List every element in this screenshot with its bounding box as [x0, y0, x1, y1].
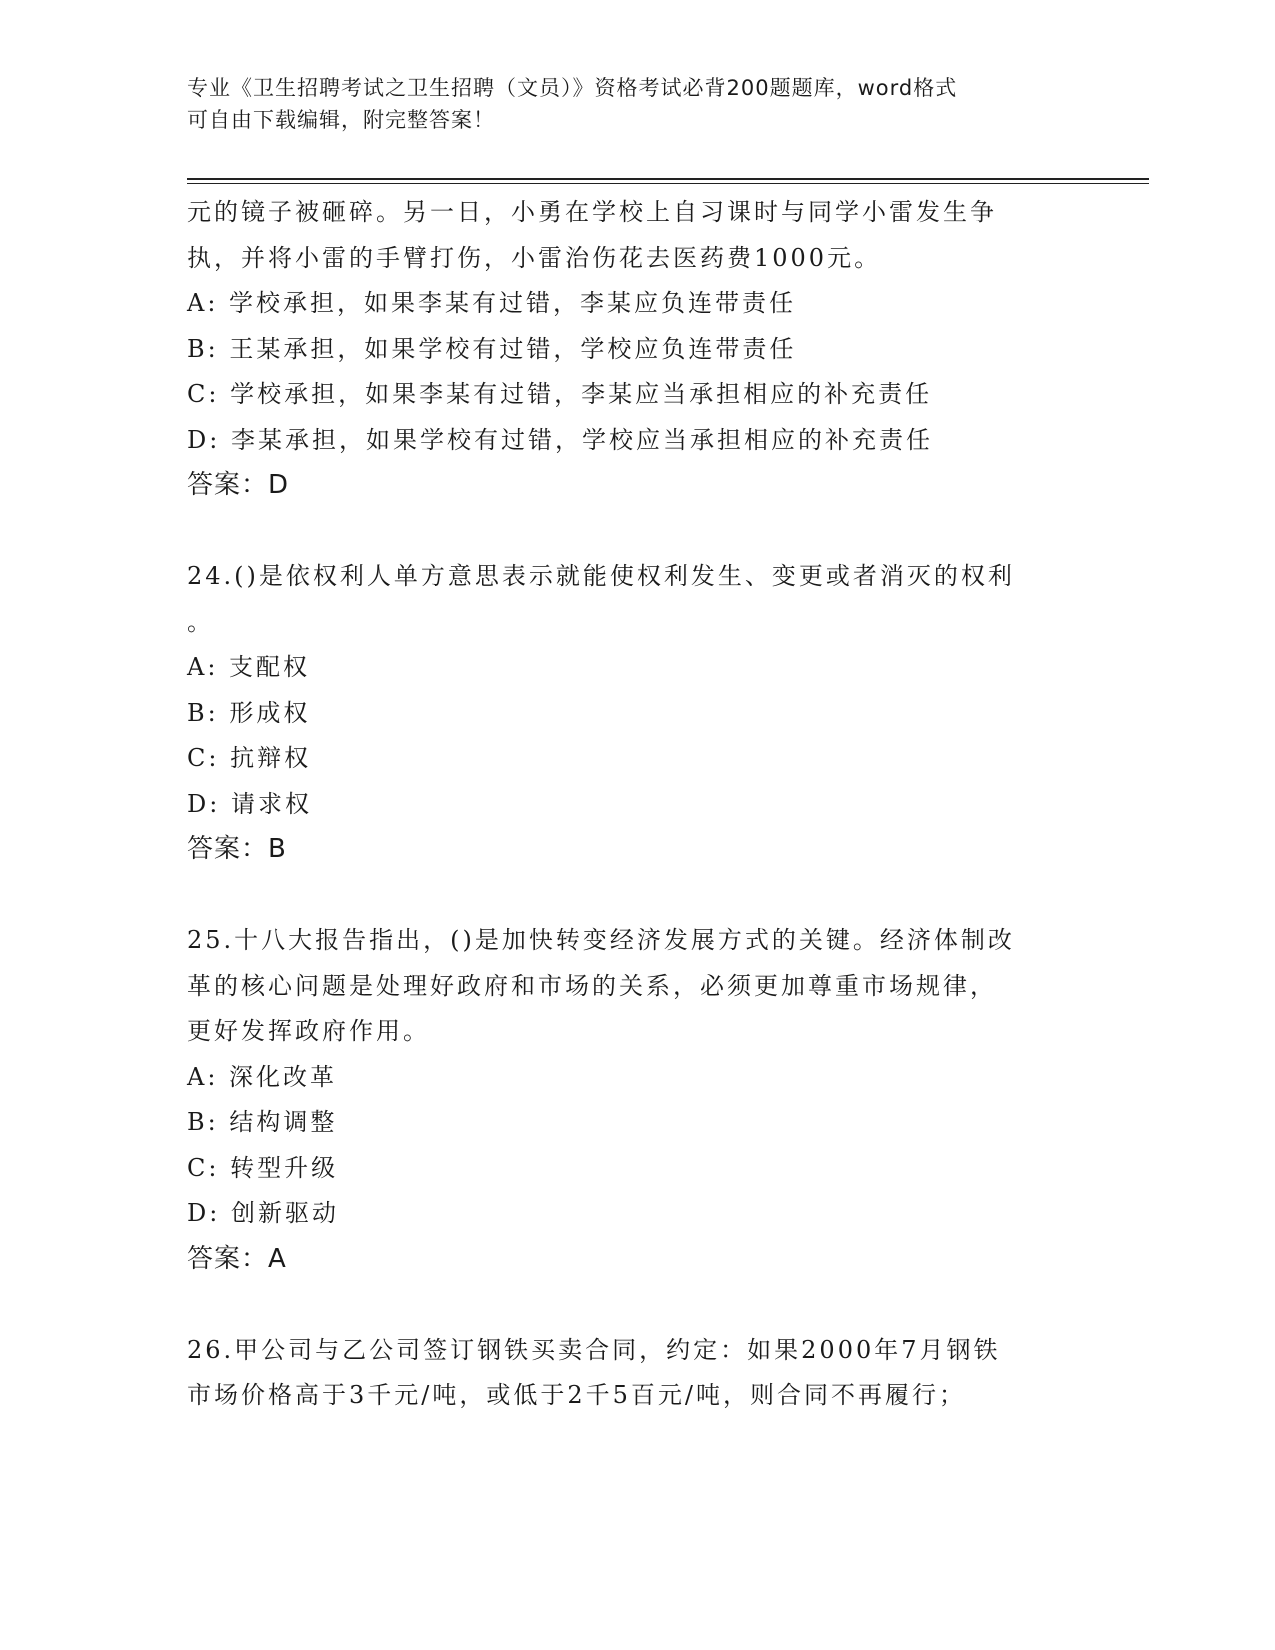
header-divider-thin [187, 183, 1149, 184]
question-text: 元的镜子被砸碎。另一日，小勇在学校上自习课时与同学小雷发生争 [187, 198, 997, 226]
option-a: A: 支配权 [187, 653, 311, 681]
question-list [187, 190, 1067, 1419]
option-c: C: 抗辩权 [187, 744, 312, 772]
question-26 [187, 1328, 1067, 1419]
question-text: 执，并将小雷的手臂打伤，小雷治伤花去医药费1000元。 [187, 243, 882, 272]
answer: 答案：B [187, 834, 287, 864]
header-line-2: 可自由下载编辑，附完整答案！ [187, 108, 495, 132]
option-d: D: 创新驱动 [187, 1199, 339, 1227]
answer: 答案：A [187, 1243, 287, 1274]
option-c: C: 转型升级 [187, 1153, 339, 1182]
question-text: 25.十八大报告指出，()是加快转变经济发展方式的关键。经济体制改 [187, 926, 1015, 954]
question-text: 24.()是依权利人单方意思表示就能使权利发生、变更或者消灭的权利 [187, 562, 1015, 590]
question-24 [187, 554, 1067, 873]
option-d: D: 李某承担，如果学校有过错，学校应当承担相应的补充责任 [187, 425, 933, 454]
header-line-1: 专业《卫生招聘考试之卫生招聘（文员）》资格考试必背200题题库，word格式 [187, 76, 958, 100]
question-text: 更好发挥政府作用。 [187, 1017, 430, 1045]
question-text: 革的核心问题是处理好政府和市场的关系，必须更加尊重市场规律， [187, 971, 997, 1000]
header-divider-thick [187, 178, 1149, 180]
option-a: A: 学校承担，如果李某有过错，李某应负连带责任 [187, 289, 797, 317]
option-c: C: 学校承担，如果李某有过错，李某应当承担相应的补充责任 [187, 380, 933, 408]
option-b: B: 结构调整 [187, 1108, 338, 1136]
question-23 [187, 190, 1067, 509]
question-text: 。 [187, 607, 214, 636]
option-d: D: 请求权 [187, 789, 312, 818]
answer: 答案：D [187, 470, 290, 500]
option-b: B: 形成权 [187, 698, 311, 727]
option-a: A: 深化改革 [187, 1062, 338, 1091]
question-text: 26.甲公司与乙公司签订钢铁买卖合同，约定：如果2000年7月钢铁 [187, 1335, 1001, 1364]
question-text: 市场价格高于3千元/吨，或低于2千5百元/吨，则合同不再履行； [187, 1381, 966, 1409]
option-b: B: 王某承担，如果学校有过错，学校应负连带责任 [187, 334, 797, 363]
document-header [187, 72, 1067, 136]
question-25 [187, 918, 1067, 1282]
